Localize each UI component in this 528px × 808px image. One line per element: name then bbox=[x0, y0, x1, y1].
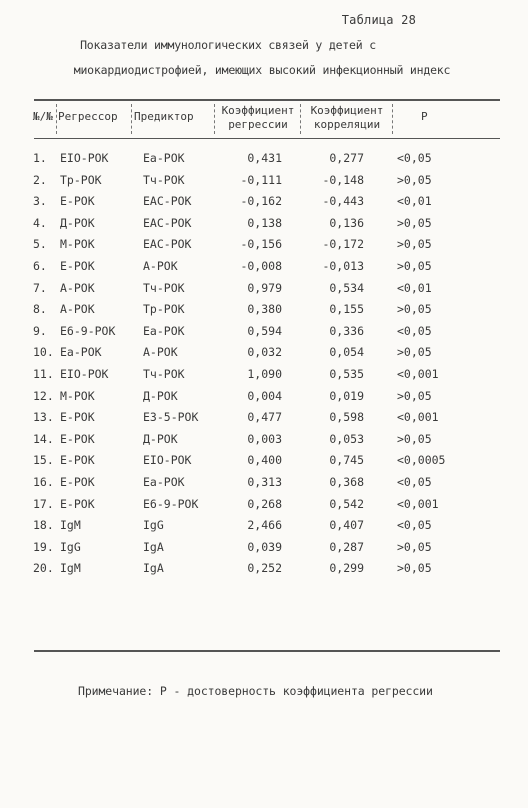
regression-coefficient-cell: -0,008 bbox=[240, 259, 282, 273]
correlation-coefficient-cell: -0,172 bbox=[322, 237, 364, 252]
regression-coefficient-cell: 0,032 bbox=[247, 345, 282, 360]
table-title-line-1: Показатели иммунологических связей у детей с bbox=[80, 38, 376, 52]
header-predictor: Предиктор bbox=[134, 110, 194, 123]
header-bottom-rule bbox=[34, 138, 500, 139]
correlation-coefficient-cell: -0,443 bbox=[322, 194, 364, 209]
regression-coefficient-cell: 0,252 bbox=[247, 561, 282, 576]
table-bottom-rule bbox=[34, 650, 500, 652]
header-correlation-coefficient-line-1: Коэффициент bbox=[310, 104, 384, 117]
correlation-coefficient-cell: 0,368 bbox=[329, 475, 364, 489]
p-value-cell: <0,0005 bbox=[397, 453, 446, 468]
correlation-coefficient-cell: 0,287 bbox=[329, 539, 364, 554]
correlation-coefficient-cell: 0,277 bbox=[329, 151, 364, 165]
regressor-cell: E-РОК bbox=[60, 410, 95, 425]
p-value-cell: <0,05 bbox=[397, 518, 432, 533]
header-correlation-coefficient bbox=[302, 104, 392, 132]
predictor-cell: Tч-РОК bbox=[143, 172, 185, 187]
p-value-cell: >0,05 bbox=[397, 237, 432, 252]
p-value-cell: <0,01 bbox=[397, 280, 432, 295]
table-row bbox=[0, 561, 528, 583]
regressor-cell: IgM bbox=[60, 518, 81, 533]
regression-coefficient-cell: 0,003 bbox=[247, 431, 282, 446]
table-row bbox=[0, 432, 528, 454]
regressor-cell: E-РОК bbox=[60, 259, 95, 273]
row-number: 12. bbox=[33, 388, 54, 403]
table-row bbox=[0, 410, 528, 432]
table-row bbox=[0, 389, 528, 411]
row-number: 9. bbox=[33, 323, 47, 338]
p-value-cell: >0,05 bbox=[397, 345, 432, 360]
table-note: Примечание: Р - достоверность коэффициента регрессии bbox=[78, 684, 433, 698]
correlation-coefficient-cell: 0,053 bbox=[329, 431, 364, 446]
predictor-cell: Д-РОК bbox=[143, 388, 178, 403]
predictor-cell: Ea-РОК bbox=[143, 475, 185, 489]
regression-coefficient-cell: 0,979 bbox=[247, 280, 282, 295]
predictor-cell: E6-9-РОК bbox=[143, 496, 199, 511]
regressor-cell: M-РОК bbox=[60, 237, 95, 252]
row-number: 6. bbox=[33, 259, 47, 273]
predictor-cell: Ea-РОК bbox=[143, 151, 185, 165]
regressor-cell: IgM bbox=[60, 561, 81, 576]
row-number: 14. bbox=[33, 431, 54, 446]
p-value-cell: <0,05 bbox=[397, 475, 432, 489]
p-value-cell: >0,05 bbox=[397, 172, 432, 187]
regression-coefficient-cell: 0,380 bbox=[247, 302, 282, 317]
regressor-cell: A-РОК bbox=[60, 302, 95, 317]
predictor-cell: Tч-РОК bbox=[143, 280, 185, 295]
correlation-coefficient-cell: 0,155 bbox=[329, 302, 364, 317]
regression-coefficient-cell: 0,004 bbox=[247, 388, 282, 403]
table-row bbox=[0, 302, 528, 324]
table-title-line-2: миокардиодистрофией, имеющих высокий инфекционный индекс bbox=[73, 63, 451, 77]
row-number: 19. bbox=[33, 539, 54, 554]
row-number: 2. bbox=[33, 172, 47, 187]
header-regressor: Регрессор bbox=[58, 110, 118, 123]
regressor-cell: E-РОК bbox=[60, 453, 95, 468]
regression-coefficient-cell: 0,400 bbox=[247, 453, 282, 468]
row-number: 1. bbox=[33, 151, 47, 165]
p-value-cell: <0,05 bbox=[397, 151, 432, 165]
table-row bbox=[0, 453, 528, 475]
table-row bbox=[0, 475, 528, 497]
row-number: 7. bbox=[33, 280, 47, 295]
p-value-cell: <0,001 bbox=[397, 496, 439, 511]
row-number: 17. bbox=[33, 496, 54, 511]
row-number: 10. bbox=[33, 345, 54, 360]
table-row bbox=[0, 216, 528, 238]
row-number: 3. bbox=[33, 194, 47, 209]
row-number: 15. bbox=[33, 453, 54, 468]
row-number: 20. bbox=[33, 561, 54, 576]
correlation-coefficient-cell: -0,148 bbox=[322, 172, 364, 187]
regression-coefficient-cell: 0,268 bbox=[247, 496, 282, 511]
header-correlation-coefficient-line-2: корреляции bbox=[313, 118, 381, 131]
predictor-cell: Д-РОК bbox=[143, 431, 178, 446]
header-number: №/№ bbox=[33, 110, 53, 123]
table-row bbox=[0, 367, 528, 389]
predictor-cell: Tч-РОК bbox=[143, 367, 185, 381]
predictor-cell: A-РОК bbox=[143, 345, 178, 360]
correlation-coefficient-cell: 0,136 bbox=[329, 215, 364, 230]
predictor-cell: IgA bbox=[143, 561, 164, 576]
regressor-cell: EIO-РОК bbox=[60, 367, 109, 381]
table-label: Таблица 28 bbox=[341, 13, 416, 27]
table-row bbox=[0, 518, 528, 540]
correlation-coefficient-cell: 0,534 bbox=[329, 280, 364, 295]
regressor-cell: E-РОК bbox=[60, 431, 95, 446]
regressor-cell: E6-9-РОК bbox=[60, 323, 116, 338]
predictor-cell: IgG bbox=[143, 518, 164, 533]
correlation-coefficient-cell: 0,019 bbox=[329, 388, 364, 403]
correlation-coefficient-cell: -0,013 bbox=[322, 259, 364, 273]
p-value-cell: >0,05 bbox=[397, 259, 432, 273]
row-number: 18. bbox=[33, 518, 54, 533]
p-value-cell: >0,05 bbox=[397, 561, 432, 576]
correlation-coefficient-cell: 0,299 bbox=[329, 561, 364, 576]
p-value-cell: >0,05 bbox=[397, 539, 432, 554]
p-value-cell: <0,001 bbox=[397, 410, 439, 425]
header-regression-coefficient-line-1: Коэффициент bbox=[221, 104, 295, 117]
column-separator bbox=[214, 104, 215, 134]
correlation-coefficient-cell: 0,745 bbox=[329, 453, 364, 468]
table-row bbox=[0, 281, 528, 303]
regressor-cell: A-РОК bbox=[60, 280, 95, 295]
correlation-coefficient-cell: 0,407 bbox=[329, 518, 364, 533]
predictor-cell: EIO-РОК bbox=[143, 453, 192, 468]
regressor-cell: EIO-РОК bbox=[60, 151, 109, 165]
regressor-cell: E-РОК bbox=[60, 194, 95, 209]
table-row bbox=[0, 259, 528, 281]
regression-coefficient-cell: 0,039 bbox=[247, 539, 282, 554]
p-value-cell: >0,05 bbox=[397, 302, 432, 317]
table-row bbox=[0, 151, 528, 173]
row-number: 13. bbox=[33, 410, 54, 425]
table-top-rule bbox=[34, 99, 500, 101]
row-number: 11. bbox=[33, 367, 54, 381]
regression-coefficient-cell: -0,162 bbox=[240, 194, 282, 209]
regression-coefficient-cell: -0,111 bbox=[240, 172, 282, 187]
p-value-cell: >0,05 bbox=[397, 431, 432, 446]
row-number: 4. bbox=[33, 215, 47, 230]
table-row bbox=[0, 173, 528, 195]
p-value-cell: <0,05 bbox=[397, 323, 432, 338]
regressor-cell: IgG bbox=[60, 539, 81, 554]
p-value-cell: <0,01 bbox=[397, 194, 432, 209]
table-row bbox=[0, 194, 528, 216]
regression-coefficient-cell: 0,313 bbox=[247, 475, 282, 489]
regressor-cell: Tp-РОК bbox=[60, 172, 102, 187]
row-number: 5. bbox=[33, 237, 47, 252]
regression-coefficient-cell: 1,090 bbox=[247, 367, 282, 381]
regression-coefficient-cell: 0,431 bbox=[247, 151, 282, 165]
predictor-cell: EAC-РОК bbox=[143, 215, 192, 230]
predictor-cell: Ea-РОК bbox=[143, 323, 185, 338]
header-p: Р bbox=[421, 110, 428, 123]
correlation-coefficient-cell: 0,542 bbox=[329, 496, 364, 511]
regressor-cell: E-РОК bbox=[60, 496, 95, 511]
table-row bbox=[0, 345, 528, 367]
correlation-coefficient-cell: 0,336 bbox=[329, 323, 364, 338]
table-row bbox=[0, 540, 528, 562]
column-separator bbox=[392, 104, 393, 134]
regression-coefficient-cell: 0,477 bbox=[247, 410, 282, 425]
predictor-cell: Tp-РОК bbox=[143, 302, 185, 317]
row-number: 16. bbox=[33, 475, 54, 489]
regressor-cell: E-РОК bbox=[60, 475, 95, 489]
regressor-cell: Ea-РОК bbox=[60, 345, 102, 360]
predictor-cell: A-РОК bbox=[143, 259, 178, 273]
table-row bbox=[0, 497, 528, 519]
correlation-coefficient-cell: 0,598 bbox=[329, 410, 364, 425]
table-row bbox=[0, 324, 528, 346]
predictor-cell: EAC-РОК bbox=[143, 194, 192, 209]
p-value-cell: >0,05 bbox=[397, 388, 432, 403]
p-value-cell: >0,05 bbox=[397, 215, 432, 230]
regressor-cell: Д-РОК bbox=[60, 215, 95, 230]
table-row bbox=[0, 237, 528, 259]
header-regression-coefficient bbox=[218, 104, 298, 132]
regression-coefficient-cell: 2,466 bbox=[247, 518, 282, 533]
correlation-coefficient-cell: 0,054 bbox=[329, 345, 364, 360]
column-separator bbox=[56, 104, 57, 134]
column-separator bbox=[131, 104, 132, 134]
header-regression-coefficient-line-2: регрессии bbox=[228, 118, 288, 131]
regression-coefficient-cell: 0,138 bbox=[247, 215, 282, 230]
predictor-cell: E3-5-РОК bbox=[143, 410, 199, 425]
predictor-cell: EAC-РОК bbox=[143, 237, 192, 252]
p-value-cell: <0,001 bbox=[397, 367, 439, 381]
regressor-cell: M-РОК bbox=[60, 388, 95, 403]
regression-coefficient-cell: -0,156 bbox=[240, 237, 282, 252]
column-separator bbox=[300, 104, 301, 134]
predictor-cell: IgA bbox=[143, 539, 164, 554]
regression-coefficient-cell: 0,594 bbox=[247, 323, 282, 338]
row-number: 8. bbox=[33, 302, 47, 317]
correlation-coefficient-cell: 0,535 bbox=[329, 367, 364, 381]
